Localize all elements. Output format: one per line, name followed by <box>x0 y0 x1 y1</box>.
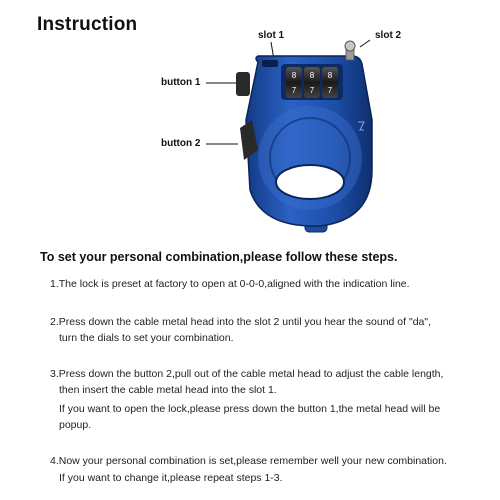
lock-figure <box>0 0 500 245</box>
slot-1-opening <box>262 60 278 67</box>
callout-button-2: button 2 <box>161 138 201 149</box>
step-2-line-1: 2.Press down the cable metal head into the slot 2 until you hear the sound of "da", <box>50 316 432 328</box>
callout-button-1: button 1 <box>161 77 201 88</box>
page-title: Instruction <box>37 14 138 35</box>
button-1 <box>236 72 250 96</box>
step-4-line-1: 4.Now your personal combination is set,please remember well your new combination. <box>50 455 447 467</box>
step-2-line-2: turn the dials to set your combination. <box>59 332 234 344</box>
dial-1-top-digit: 8 <box>291 71 297 80</box>
step-3-line-1: 3.Press down the button 2,pull out of the cable metal head to adjust the cable length, <box>50 368 444 380</box>
step-3-line-3: If you want to open the lock,please press down the button 1,the metal head will be <box>59 403 441 415</box>
dial-2-top-digit: 8 <box>309 71 315 80</box>
step-4-line-2: If you want to change it,please repeat steps 1-3. <box>59 472 283 484</box>
steps-heading: To set your personal combination,please follow these steps. <box>40 250 398 264</box>
body-hole <box>276 165 344 199</box>
step-3-line-4: popup. <box>59 419 92 431</box>
callout-slot-1: slot 1 <box>258 30 285 41</box>
dial-2-bottom-digit: 7 <box>309 86 315 95</box>
callout-slot-2: slot 2 <box>375 30 402 41</box>
dial-3-top-digit: 8 <box>327 71 333 80</box>
step-1-line-1: 1.The lock is preset at factory to open at 0-0-0,aligned with the indication line. <box>50 278 410 290</box>
combination-dials <box>286 67 338 98</box>
cable-metal-head <box>345 41 355 51</box>
slot2-leader <box>360 40 370 47</box>
dial-1-bottom-digit: 7 <box>291 86 297 95</box>
dial-3-bottom-digit: 7 <box>327 86 333 95</box>
step-3-line-2: then insert the cable metal head into the slot 1. <box>59 384 277 396</box>
